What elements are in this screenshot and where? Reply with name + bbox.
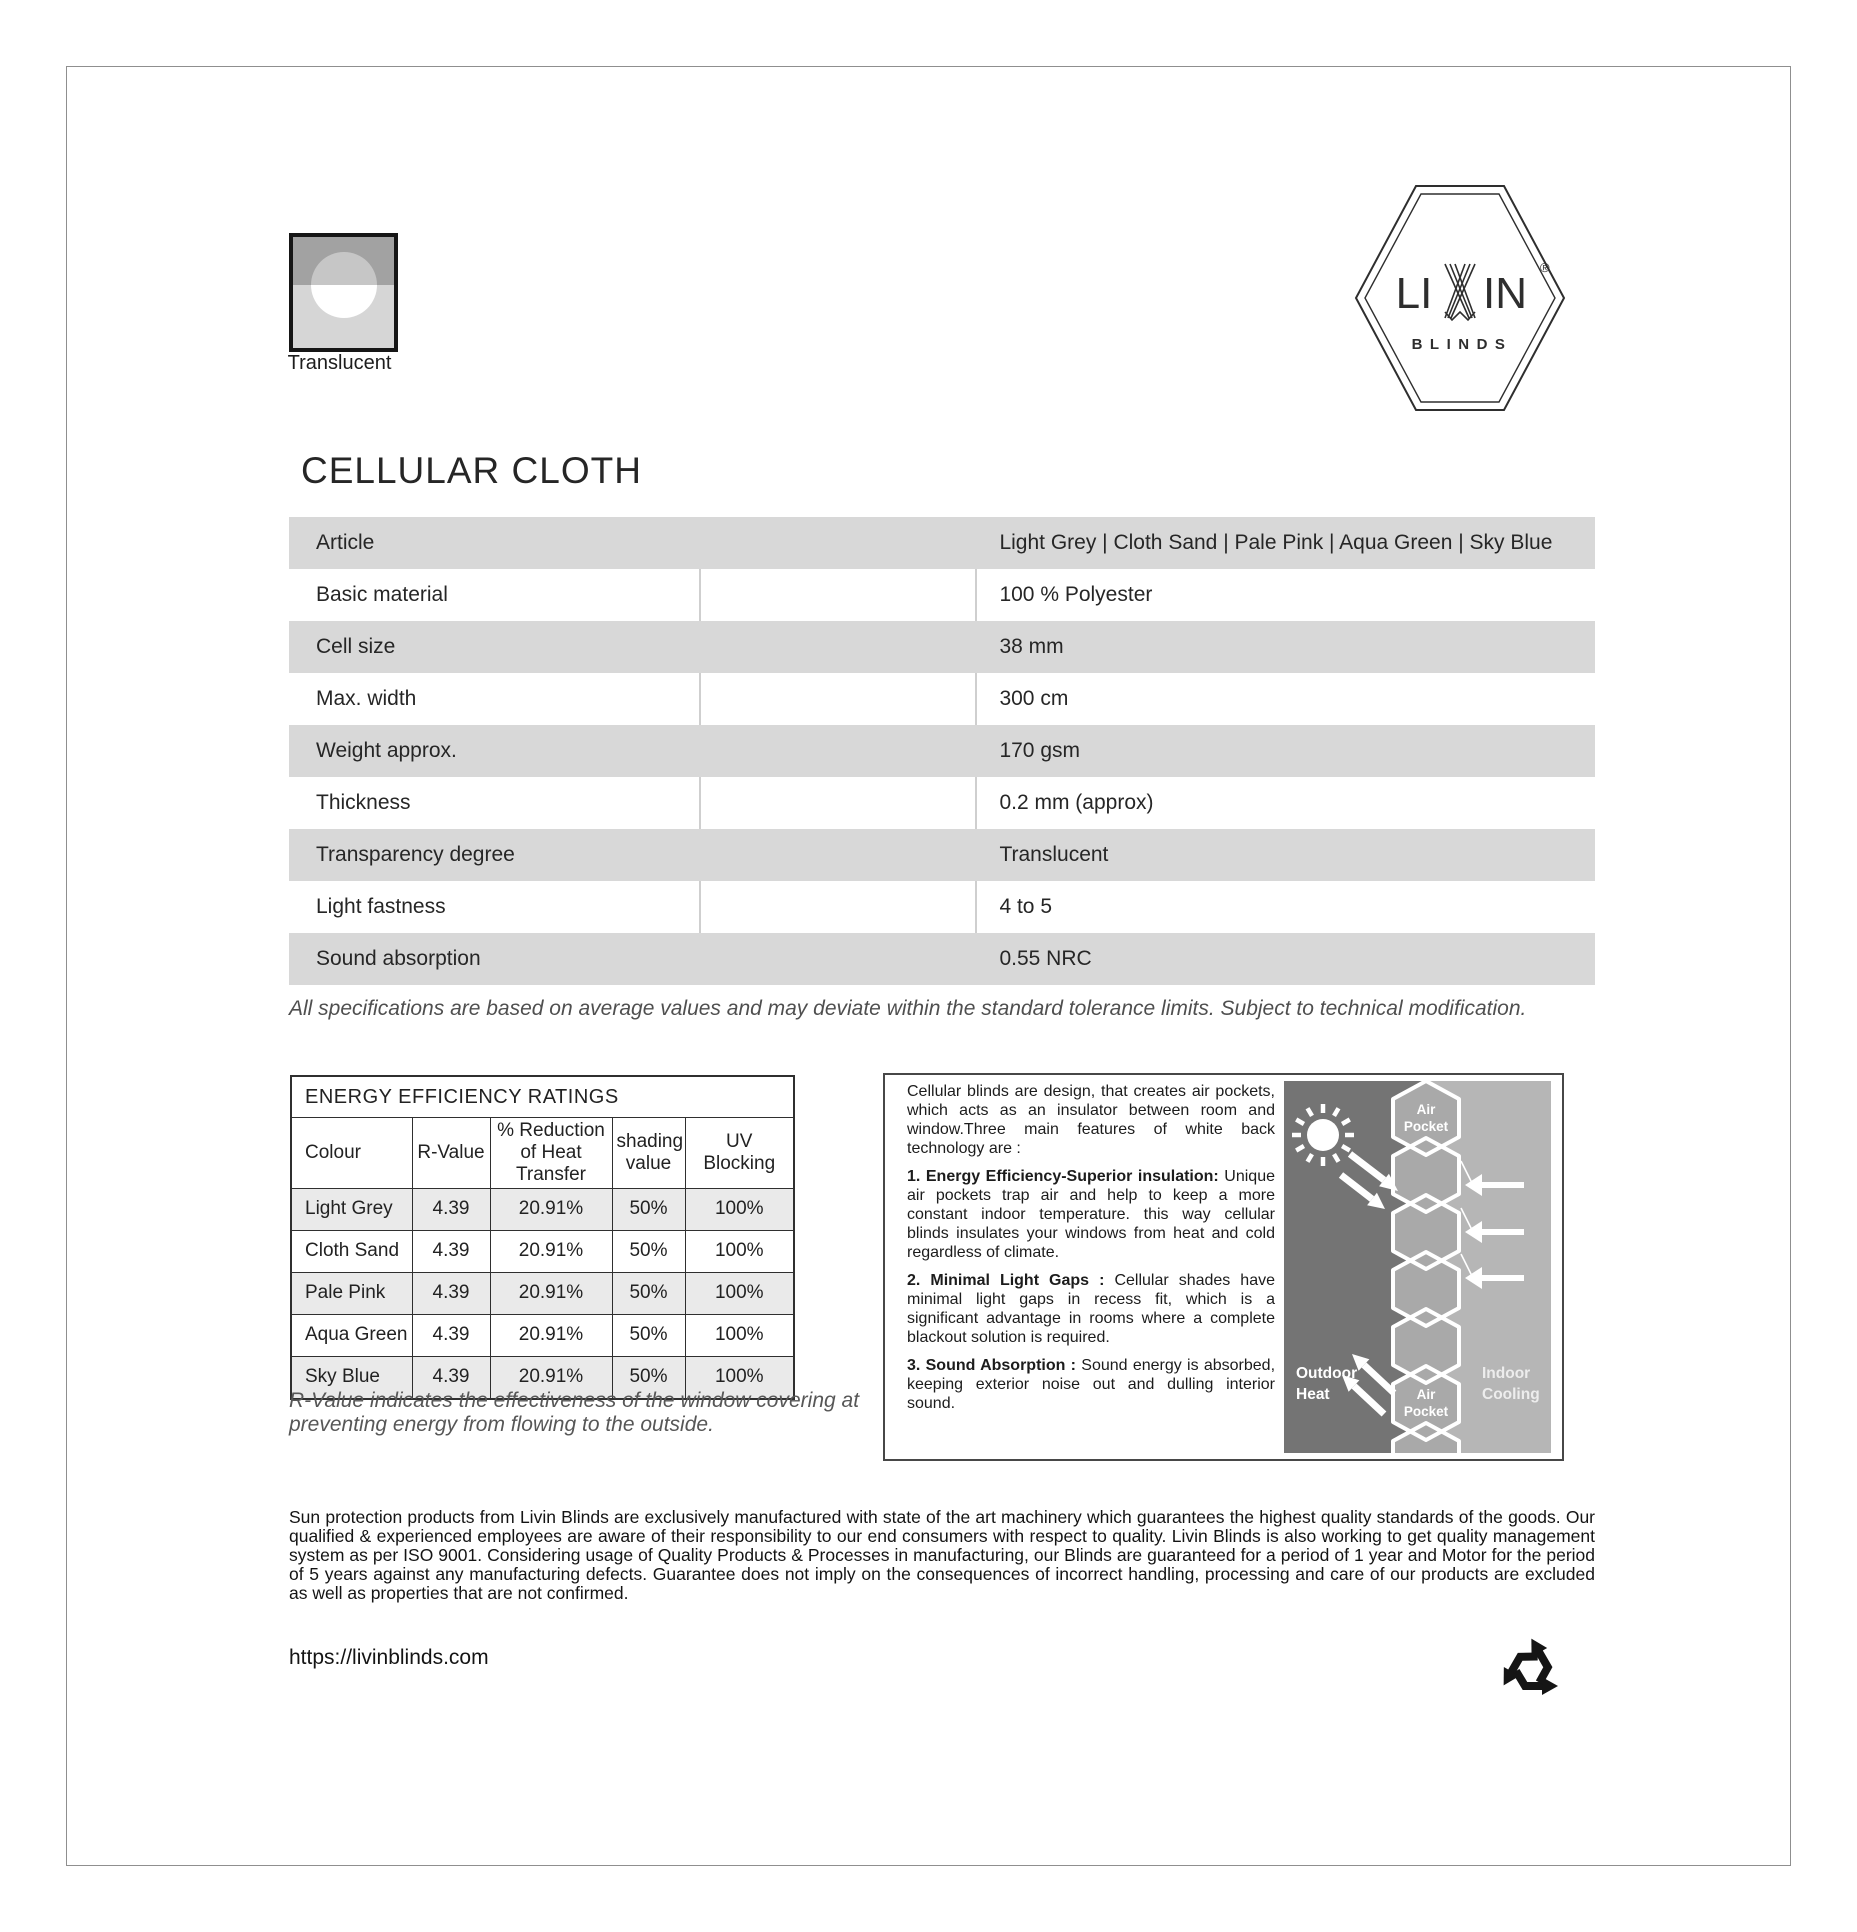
energy-column-header: % Reduction of Heat Transfer [490,1118,612,1189]
website-link[interactable]: https://livinblinds.com [289,1646,489,1669]
page-title: CELLULAR CLOTH [301,450,642,491]
spec-row [289,777,1595,829]
energy-table-cell: Cloth Sand [291,1230,412,1272]
quality-paragraph: Sun protection products from Livin Blinds are exclusively manufactured with state of the art machinery which guarantees the highest quality standards of the goods. Our qualified & experienced employees are aware of their responsibility to our end consumers with respect to quality. Livin Blinds is also working to get quality management system as per ISO 9001. Considering usage of Quality Products & Processes in manufacturing, our Blinds are guaranteed for a period of 1 year and Motor for the period of 5 years against any manufacturing defects. Guarantee does not imply on the consequences of incorrect handling, processing and care of our products are excluded as well as properties that are not confirmed. [289,1507,1595,1603]
energy-table-cell: 4.39 [412,1356,490,1399]
spec-disclaimer: All specifications are based on average values and may deviate within the standard tolerance limits. Subject to technical modification. [289,997,1527,1020]
energy-table-title: ENERGY EFFICIENCY RATINGS [291,1076,794,1118]
energy-table-cell: Pale Pink [291,1272,412,1314]
column-divider [699,777,701,829]
column-divider [699,881,701,933]
energy-table-cell: 100% [685,1272,794,1314]
info-box [883,1073,1564,1461]
spec-label: Max. width [316,687,417,710]
translucency-swatch [289,233,398,352]
spec-table [289,517,1595,985]
info-feature: 1. Energy Efficiency-Superior insulation: Unique air pockets trap air and help to keep a more constant indoor temperature. this way cellular blinds insulates your windows from heat and cold regardless of climate. [907,1168,1275,1261]
spec-row [289,673,1595,725]
spec-label: Transparency degree [316,843,515,866]
energy-column-header: Colour [291,1118,412,1189]
spec-value: 170 gsm [999,739,1080,762]
column-divider [975,569,977,621]
energy-table-row [291,1314,794,1356]
registered-mark: ® [1540,260,1550,275]
swatch-label: Translucent [287,352,392,374]
spec-value: 0.55 NRC [999,947,1092,970]
svg-text:Heat: Heat [1296,1386,1330,1403]
outdoor-heat-label: Outdoor [1296,1365,1358,1382]
energy-table-cell: 100% [685,1188,794,1230]
logo-text-in: IN [1483,269,1527,318]
spec-label: Sound absorption [316,947,481,970]
spec-value: 38 mm [999,635,1064,658]
air-pocket-label-bottom: Air [1416,1387,1436,1402]
column-divider [975,673,977,725]
logo-text-blinds: BLINDS [1411,336,1513,353]
spec-value: 0.2 mm (approx) [999,791,1154,814]
swatch-circle [311,252,377,318]
energy-table-cell: Sky Blue [291,1356,412,1399]
spec-label: Weight approx. [316,739,457,762]
energy-table-cell: 20.91% [490,1272,612,1314]
energy-table [290,1075,795,1400]
spec-row [289,725,1595,777]
svg-text:Air [1417,1102,1437,1117]
spec-label: Cell size [316,635,396,658]
energy-table-cell: 50% [612,1230,685,1272]
spec-value: 300 cm [999,687,1069,710]
spec-row [289,621,1595,673]
energy-table-cell: 100% [685,1314,794,1356]
svg-text:Pocket: Pocket [1403,1119,1449,1134]
column-divider [975,777,977,829]
column-divider [699,569,701,621]
info-feature-heading: 2. Minimal Light Gaps : [907,1272,1105,1289]
energy-table-cell: 50% [612,1272,685,1314]
info-feature-heading: 1. Energy Efficiency-Superior insulation: [907,1168,1219,1185]
energy-table-row [291,1272,794,1314]
svg-text:Cooling: Cooling [1482,1386,1540,1403]
info-feature: 3. Sound Absorption : Sound energy is absorbed, keeping exterior noise out and dulling interior sound. [907,1357,1276,1412]
spec-row [289,569,1595,621]
info-feature: 2. Minimal Light Gaps : Cellular shades have minimal light gaps in recess fit, which is a significant advantage in rooms where a complete blackout solution is required. [907,1272,1276,1346]
spec-value: 4 to 5 [999,895,1052,918]
energy-table-cell: Light Grey [291,1188,412,1230]
energy-table-cell: 4.39 [412,1314,490,1356]
spec-label: Thickness [316,791,411,814]
info-intro: Cellular blinds are design, that creates air pockets, which acts as an insulator between room and window.Three main features of white back technology are : [907,1083,1275,1157]
energy-column-header: shading value [612,1118,685,1189]
svg-text:Air [1417,1387,1437,1402]
energy-table-cell: 50% [612,1188,685,1230]
column-divider [699,673,701,725]
energy-column-header: R-Value [412,1118,490,1189]
spec-row [289,829,1595,881]
insulation-diagram [1284,1081,1551,1453]
spec-label: Basic material [316,583,448,606]
logo-text-li: LI [1395,269,1433,318]
spec-row [289,933,1595,985]
spec-row [289,881,1595,933]
spec-row [289,517,1595,569]
air-pocket-label-top: Air [1416,1102,1436,1117]
spec-value: Translucent [999,843,1109,866]
spec-value: Light Grey | Cloth Sand | Pale Pink | Aqua Green | Sky Blue [999,531,1553,554]
spec-label: Light fastness [316,895,446,918]
info-features [907,1167,1275,1413]
energy-table-row [291,1230,794,1272]
svg-text:Indoor [1482,1365,1530,1382]
svg-text:Pocket: Pocket [1403,1404,1449,1419]
info-feature-heading: 3. Sound Absorption : [907,1357,1076,1374]
energy-table-cell: 20.91% [490,1314,612,1356]
energy-table-cell: 4.39 [412,1188,490,1230]
energy-table-cell: 50% [612,1356,685,1399]
energy-table-cell: 100% [685,1230,794,1272]
energy-table-cell: 4.39 [412,1230,490,1272]
svg-text:Outdoor [1296,1365,1357,1382]
energy-table-cell: 20.91% [490,1356,612,1399]
spec-value: 100 % Polyester [999,583,1153,606]
spec-label: Article [316,531,375,554]
energy-table-row [291,1188,794,1230]
energy-table-cell: Aqua Green [291,1314,412,1356]
energy-table-cell: 4.39 [412,1272,490,1314]
column-divider [975,881,977,933]
energy-column-header: UV Blocking [685,1118,794,1189]
livin-blinds-logo [1352,172,1568,424]
energy-table-cell: 100% [685,1356,794,1399]
energy-table-cell: 20.91% [490,1188,612,1230]
energy-table-cell: 50% [612,1314,685,1356]
recycle-icon [1494,1630,1568,1708]
energy-table-cell: 20.91% [490,1230,612,1272]
indoor-cooling-label: Indoor [1482,1365,1531,1382]
logo-weave-v-icon [1445,264,1475,320]
rvalue-note: R-Value indicates the effectiveness of the window covering at preventing energy from flowing to the outside. [289,1389,860,1436]
info-text [907,1082,1275,1422]
